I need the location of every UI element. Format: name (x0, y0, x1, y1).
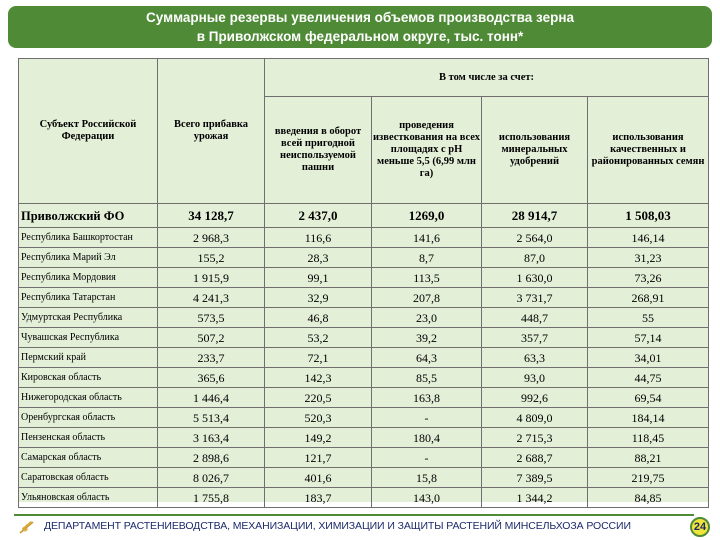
table-row (19, 348, 709, 368)
table-row (19, 328, 709, 348)
value-cell: 3 731,7 (482, 288, 588, 308)
reserves-table-container (18, 58, 708, 505)
value-cell: 88,21 (588, 448, 709, 468)
value-cell: 4 809,0 (482, 408, 588, 428)
value-cell: 1 630,0 (482, 268, 588, 288)
value-cell: 64,3 (372, 348, 482, 368)
value-cell: - (372, 448, 482, 468)
value-cell: 507,2 (158, 328, 265, 348)
value-cell: 2 564,0 (482, 228, 588, 248)
value-cell: 401,6 (265, 468, 372, 488)
header-total-gain: Всего прибавка урожая (158, 59, 265, 204)
value-cell: 573,5 (158, 308, 265, 328)
value-cell: 28,3 (265, 248, 372, 268)
value-cell: 2 688,7 (482, 448, 588, 468)
value-cell: 7 389,5 (482, 468, 588, 488)
table-row (19, 428, 709, 448)
value-cell: 365,6 (158, 368, 265, 388)
value-cell: 116,6 (265, 228, 372, 248)
region-name-cell: Кировская область (19, 368, 158, 388)
value-cell: 143,0 (372, 488, 482, 508)
value-cell: 23,0 (372, 308, 482, 328)
value-cell: 84,85 (588, 488, 709, 508)
value-cell: 155,2 (158, 248, 265, 268)
region-name-cell: Пермский край (19, 348, 158, 368)
table-row (19, 408, 709, 428)
region-name-cell: Республика Марий Эл (19, 248, 158, 268)
value-cell: 146,14 (588, 228, 709, 248)
value-cell: 69,54 (588, 388, 709, 408)
value-cell: 1 446,4 (158, 388, 265, 408)
slide-title-line-2: в Приволжском федеральном округе, тыс. тонн* (196, 29, 524, 44)
header-seeds: использования качественных и районированных семян (588, 97, 709, 204)
header-subject: Субъект Российской Федерации (19, 59, 158, 204)
value-cell: 5 513,4 (158, 408, 265, 428)
region-name-cell: Удмуртская Республика (19, 308, 158, 328)
region-name-cell: Республика Башкортостан (19, 228, 158, 248)
table-row (19, 388, 709, 408)
reserves-table (18, 58, 709, 508)
slide-title (8, 6, 712, 48)
value-cell: 268,91 (588, 288, 709, 308)
value-cell: 118,45 (588, 428, 709, 448)
value-cell: 113,5 (372, 268, 482, 288)
value-cell: 32,9 (265, 288, 372, 308)
table-row (19, 448, 709, 468)
value-cell: 39,2 (372, 328, 482, 348)
value-cell: 2 898,6 (158, 448, 265, 468)
value-cell: 1 755,8 (158, 488, 265, 508)
table-body (19, 204, 709, 508)
value-cell: 448,7 (482, 308, 588, 328)
value-cell: 233,7 (158, 348, 265, 368)
table-row (19, 248, 709, 268)
region-name-cell: Оренбургская область (19, 408, 158, 428)
footer-divider (14, 514, 694, 516)
value-cell: 15,8 (372, 468, 482, 488)
total-cell: 2 437,0 (265, 204, 372, 228)
header-liming: проведения известкования на всех площадях с рН меньше 5,5 (6,99 млн га) (372, 97, 482, 204)
table-row (19, 308, 709, 328)
value-cell: 180,4 (372, 428, 482, 448)
value-cell: 4 241,3 (158, 288, 265, 308)
value-cell: 1 344,2 (482, 488, 588, 508)
wheat-ear-icon (18, 519, 36, 535)
table-row (19, 268, 709, 288)
value-cell: 207,8 (372, 288, 482, 308)
total-cell: 1 508,03 (588, 204, 709, 228)
value-cell: 149,2 (265, 428, 372, 448)
value-cell: 53,2 (265, 328, 372, 348)
region-name-cell: Саратовская область (19, 468, 158, 488)
total-cell: 34 128,7 (158, 204, 265, 228)
value-cell: 73,26 (588, 268, 709, 288)
value-cell: 8 026,7 (158, 468, 265, 488)
table-row (19, 488, 709, 508)
value-cell: 93,0 (482, 368, 588, 388)
value-cell: 8,7 (372, 248, 482, 268)
value-cell: 31,23 (588, 248, 709, 268)
value-cell: 34,01 (588, 348, 709, 368)
value-cell: 2 715,3 (482, 428, 588, 448)
region-name-cell: Чувашская Республика (19, 328, 158, 348)
value-cell: 992,6 (482, 388, 588, 408)
footer-text: ДЕПАРТАМЕНТ РАСТЕНИЕВОДСТВА, МЕХАНИЗАЦИИ, ХИМИЗАЦИИ И ЗАЩИТЫ РАСТЕНИЙ МИНСЕЛЬХОЗА РОССИИ (44, 520, 631, 532)
value-cell: 46,8 (265, 308, 372, 328)
total-cell: 1269,0 (372, 204, 482, 228)
value-cell: 55 (588, 308, 709, 328)
value-cell: 121,7 (265, 448, 372, 468)
value-cell: 99,1 (265, 268, 372, 288)
value-cell: 141,6 (372, 228, 482, 248)
table-row (19, 468, 709, 488)
total-cell: 28 914,7 (482, 204, 588, 228)
slide-title-line-1: Суммарные резервы увеличения объемов производства зерна (146, 10, 574, 25)
total-cell: Приволжский ФО (19, 204, 158, 228)
table-row (19, 288, 709, 308)
value-cell: 357,7 (482, 328, 588, 348)
value-cell: 163,8 (372, 388, 482, 408)
value-cell: 520,3 (265, 408, 372, 428)
value-cell: 3 163,4 (158, 428, 265, 448)
value-cell: 85,5 (372, 368, 482, 388)
value-cell: 142,3 (265, 368, 372, 388)
table-row (19, 228, 709, 248)
value-cell: 183,7 (265, 488, 372, 508)
region-name-cell: Нижегородская область (19, 388, 158, 408)
value-cell: 1 915,9 (158, 268, 265, 288)
region-name-cell: Республика Мордовия (19, 268, 158, 288)
region-name-cell: Самарская область (19, 448, 158, 468)
value-cell: 44,75 (588, 368, 709, 388)
header-group: В том числе за счет: (265, 59, 709, 97)
page-number-badge: 24 (690, 517, 710, 537)
header-arable-land: введения в оборот всей пригодной неиспользуемой пашни (265, 97, 372, 204)
value-cell: 87,0 (482, 248, 588, 268)
region-name-cell: Пензенская область (19, 428, 158, 448)
value-cell: - (372, 408, 482, 428)
value-cell: 63,3 (482, 348, 588, 368)
header-fertilizers: использования минеральных удобрений (482, 97, 588, 204)
table-row (19, 368, 709, 388)
value-cell: 220,5 (265, 388, 372, 408)
value-cell: 184,14 (588, 408, 709, 428)
region-name-cell: Республика Татарстан (19, 288, 158, 308)
value-cell: 219,75 (588, 468, 709, 488)
table-row-total (19, 204, 709, 228)
region-name-cell: Ульяновская область (19, 488, 158, 508)
value-cell: 57,14 (588, 328, 709, 348)
value-cell: 2 968,3 (158, 228, 265, 248)
value-cell: 72,1 (265, 348, 372, 368)
footer (8, 514, 712, 538)
